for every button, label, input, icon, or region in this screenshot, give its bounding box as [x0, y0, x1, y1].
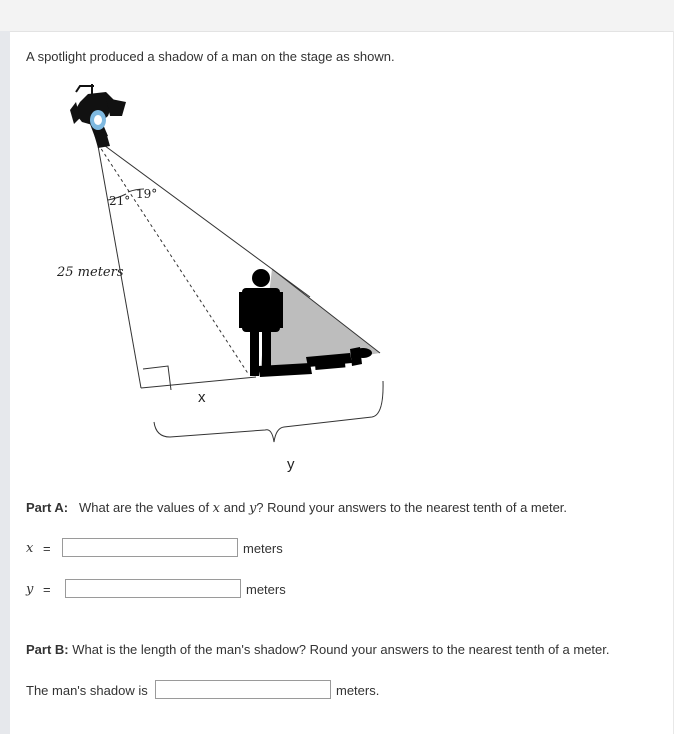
y-label: y — [287, 456, 295, 473]
y-variable-label: y — [26, 582, 34, 597]
shadow-suffix-label: meters. — [336, 683, 380, 698]
ground-line — [141, 377, 256, 388]
part-a-question-post: ? Round your answers to the nearest tenth of a meter. — [256, 500, 568, 515]
angle-21-label: 21° — [109, 194, 131, 208]
y-brace — [154, 381, 383, 442]
question-content — [10, 32, 673, 734]
part-a-question — [26, 500, 567, 517]
x-equals-sign: = — [43, 541, 51, 556]
part-a-label: Part A: — [26, 500, 69, 515]
y-equals-sign: = — [43, 582, 51, 597]
height-label: 25 meters — [57, 265, 124, 280]
vertical-line — [97, 140, 141, 388]
x-label: x — [198, 389, 206, 406]
y-answer-input[interactable] — [65, 579, 241, 598]
part-b-question-text: What is the length of the man's shadow? Round your answers to the nearest tenth of a meter. — [72, 642, 610, 657]
part-b-question — [26, 642, 609, 658]
part-a-question-pre: What are the values of — [78, 500, 213, 515]
part-b-label: Part B: — [26, 642, 69, 657]
x-units-label: meters — [243, 541, 283, 556]
y-units-label: meters — [246, 582, 286, 597]
intro-text: A spotlight produced a shadow of a man on the stage as shown. — [26, 49, 395, 64]
left-rail — [0, 31, 10, 734]
shadow-prefix-label: The man's shadow is — [26, 683, 148, 698]
shadow-answer-input[interactable] — [155, 680, 331, 699]
part-a-var-y: y — [248, 501, 257, 516]
dashed-ray — [98, 144, 249, 375]
x-answer-input[interactable] — [62, 538, 238, 557]
part-a-and: and — [220, 500, 249, 515]
part-a-var-x: x — [212, 501, 221, 516]
spotlight-icon — [70, 84, 126, 148]
angle-19-label: 19° — [136, 187, 158, 201]
top-bar — [0, 0, 674, 32]
x-variable-label: x — [26, 541, 34, 556]
spotlight-diagram — [10, 32, 673, 482]
